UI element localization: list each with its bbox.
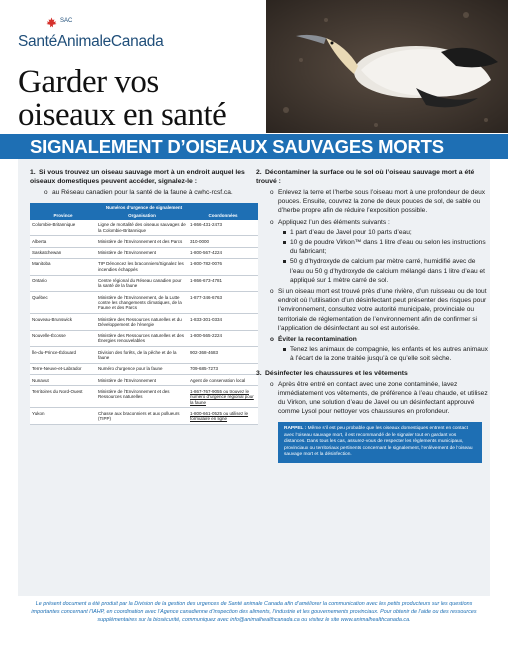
cell-contact: 1-800-567-4224 bbox=[188, 247, 258, 258]
step3-heading bbox=[256, 369, 488, 378]
cell-contact: 902-368-4683 bbox=[188, 347, 258, 364]
table-row bbox=[30, 363, 258, 374]
reminder-text: Même s’il est peu probable que les oiseaux domestiques entrent en contact avec l’oiseau sauvage mort, il est recommandé de le signaler tout en gardant vos distances. Dans tous les cas, assurez-vous de respecter les règlements municipaux, provinciaux ou territoriaux pertinents concernant le signalement, l’enlèvement de l’oiseau sauvage mort et la désinfection. bbox=[284, 426, 473, 458]
step1-bullet: o au Réseau canadien pour la santé de la faune à cwhc-rcsf.ca. bbox=[40, 188, 258, 197]
step3-title: Désinfecter les chaussures et les vêtements bbox=[265, 369, 408, 377]
step1-title: Si vous trouvez un oiseau sauvage mort à un endroit auquel les oiseaux domestiques peuvent accéder, signalez-le : bbox=[30, 169, 245, 185]
cell-organization: TIP Dénoncez les braconniers/Signalez les incendies échappés bbox=[96, 258, 188, 275]
emergency-contacts-table bbox=[30, 203, 258, 425]
page-title-line2: oiseaux en santé bbox=[18, 97, 227, 133]
cell-province: Manitoba bbox=[30, 258, 96, 275]
column-header-province: Province bbox=[30, 212, 96, 220]
cell-contact-link[interactable]: 1-867-767-9055 ou trouvez le numéro d’urgence régional pour la faune bbox=[188, 386, 258, 408]
page-title-line1: Garder vos bbox=[18, 64, 159, 100]
table-row bbox=[30, 247, 258, 258]
logo-abbreviation: SAC bbox=[60, 18, 73, 24]
cell-organization: Ministère de l’Environnement, de la Lutte contre les changements climatiques, de la Faune et des Parcs bbox=[96, 292, 188, 314]
cell-contact: 1-833-301-0334 bbox=[188, 314, 258, 331]
cell-province: Québec bbox=[30, 292, 96, 314]
table-caption: Numéros d’urgence de signalement bbox=[30, 203, 258, 211]
disinfectant-item: 10 g de poudre Virkon™ dans 1 litre d’eau ou selon les instructions du fabricant; bbox=[278, 238, 488, 256]
logo-wordmark: SantéAnimaleCanada bbox=[18, 33, 164, 50]
cell-province: Saskatchewan bbox=[30, 247, 96, 258]
table-row bbox=[30, 330, 258, 347]
table-row bbox=[30, 275, 258, 292]
cell-contact: 709-685-7273 bbox=[188, 363, 258, 374]
cell-contact: 1-866-431-2473 bbox=[188, 220, 258, 236]
table-row bbox=[30, 258, 258, 275]
step2-bullet-recontamination: o Éviter la recontamination bbox=[266, 335, 488, 344]
cell-province: Nouvelle-Écosse bbox=[30, 330, 96, 347]
step2-bullet-remove-soil: o Enlevez la terre et l’herbe sous l’oiseau mort à une profondeur de deux pouces. Ensuite, couvrez la zone de deux pouces de sol, de sable ou d’herbe propre afin de réduire l’exposition possible. bbox=[266, 188, 488, 216]
cell-organization: Ministère de l’Environnement bbox=[96, 375, 188, 386]
step2-heading bbox=[256, 168, 488, 186]
table-row bbox=[30, 386, 258, 408]
cell-province: Territoires du Nord-Ouest bbox=[30, 386, 96, 408]
cell-organization: Division des forêts, de la pêche et de la faune bbox=[96, 347, 188, 364]
recontamination-item: Tenez les animaux de compagnie, les enfants et les autres animaux à l’écart de la zone traitée jusqu’à ce qu’elle soit sèche. bbox=[278, 345, 488, 363]
table-row bbox=[30, 220, 258, 236]
cell-contact: 1-866-673-4781 bbox=[188, 275, 258, 292]
cell-contact: Agent de conservation local bbox=[188, 375, 258, 386]
cell-province: Île-du-Prince-Édouard bbox=[30, 347, 96, 364]
cell-organization: Ligne de mortalité des oiseaux sauvages de la Colombie-Britannique bbox=[96, 220, 188, 236]
cell-province: Yukon bbox=[30, 408, 96, 425]
maple-leaf-icon bbox=[46, 17, 57, 28]
cell-province: Alberta bbox=[30, 236, 96, 247]
cell-province: Nouveau-Brunswick bbox=[30, 314, 96, 331]
step3-number: 3. bbox=[256, 369, 262, 377]
cell-province: Nunavut bbox=[30, 375, 96, 386]
cell-province: Ontario bbox=[30, 275, 96, 292]
cell-organization: Centre régional du Réseau canadien pour la santé de la faune bbox=[96, 275, 188, 292]
left-column bbox=[30, 168, 258, 425]
table-row bbox=[30, 408, 258, 425]
cell-organization: Numéro d’urgence pour la faune bbox=[96, 363, 188, 374]
cell-province: Terre-Neuve-et-Labrador bbox=[30, 363, 96, 374]
reminder-label: RAPPEL : bbox=[284, 426, 307, 432]
step1-number: 1. bbox=[30, 169, 36, 176]
page-title bbox=[18, 66, 258, 132]
cell-contact: 310-0000 bbox=[188, 236, 258, 247]
column-header-contact: Coordonnées bbox=[188, 212, 258, 220]
step2-bullet-apply: o Appliquez l’un des éléments suivants : bbox=[266, 218, 488, 227]
cell-province: Colombie-Britannique bbox=[30, 220, 96, 236]
cell-contact-link[interactable]: 1-800-661-0525 ou utilisez le formulaire en ligne bbox=[188, 408, 258, 425]
footer-note: Le présent document a été produit par la Division de la gestion des urgences de Santé animale Canada afin d’améliorer la communication avec les petits producteurs sur les questions importantes concernant l’IAHP, en coordination avec l’Agence canadienne d’inspection des aliments, l’industrie et les gouvernements provinciaux. Pour obtenir de l’aide ou des ressources supplémentaires sur la biosécurité, communiquez avec info@animalhealthcanada.ca ou visitez le site www.animalhealthcanada.ca. bbox=[31, 601, 477, 624]
table-row bbox=[30, 236, 258, 247]
table-row bbox=[30, 347, 258, 364]
disinfectant-item: 1 part d’eau de Javel pour 10 parts d’eau; bbox=[278, 228, 488, 237]
step2-number: 2. bbox=[256, 169, 262, 176]
column-header-organization: Organisation bbox=[96, 212, 188, 220]
cell-organization: Ministère de l’Environnement et des Ressources naturelles bbox=[96, 386, 188, 408]
section-banner: SIGNALEMENT D’OISEAUX SAUVAGES MORTS bbox=[0, 134, 508, 159]
right-column bbox=[256, 168, 488, 463]
cell-organization: Chasse aux braconniers et aux pollueurs (TIPP) bbox=[96, 408, 188, 425]
logo bbox=[18, 16, 164, 60]
cell-contact: 1-877-346-6763 bbox=[188, 292, 258, 314]
disinfectant-item: 50 g d’hydroxyde de calcium par mètre carré, humidifié avec de l’eau ou 50 g d’hydroxyde de calcium mélangé dans 1 litre d’eau et appliqué sur 1 mètre carré de sol. bbox=[278, 257, 488, 285]
dead-bird-photo bbox=[266, 0, 508, 133]
disinfectant-list bbox=[266, 228, 488, 285]
table-row bbox=[30, 314, 258, 331]
step2-bullet-river: o Si un oiseau mort est trouvé près d’une rivière, d’un ruisseau ou de tout endroit où l’utilisation d’un désinfectant peut présenter des risques pour l’environnement, consultez votre autorité municipale, provinciale ou territoriale de réglementation de l’environnement afin de confirmer si l’application de désinfectant au sol est autorisée. bbox=[266, 287, 488, 333]
table-row bbox=[30, 375, 258, 386]
table-row bbox=[30, 292, 258, 314]
cell-contact: 1-800-782-0076 bbox=[188, 258, 258, 275]
cell-contact: 1-800-565-2224 bbox=[188, 330, 258, 347]
cell-organization: Ministère de l’Environnement et des Parcs bbox=[96, 236, 188, 247]
step2-title: Décontaminer la surface ou le sol où l’oiseau sauvage mort a été trouvé : bbox=[256, 169, 475, 185]
cell-organization: Ministère des Ressources naturelles et des Énergies renouvelables bbox=[96, 330, 188, 347]
reminder-box bbox=[278, 422, 482, 462]
step1-heading bbox=[30, 168, 258, 186]
cell-organization: Ministère des Ressources naturelles et du Développement de l’énergie bbox=[96, 314, 188, 331]
step3-bullet: o Après être entré en contact avec une zone contaminée, lavez immédiatement vos vêtements, de préférence à l’eau chaude, et utilisez du Virkon, une solution d’eau de Javel ou un désinfectant approuvé comme Lysol pour nettoyer vos chaussures en profondeur. bbox=[266, 380, 488, 417]
cell-organization: Ministère de l’Environnement bbox=[96, 247, 188, 258]
